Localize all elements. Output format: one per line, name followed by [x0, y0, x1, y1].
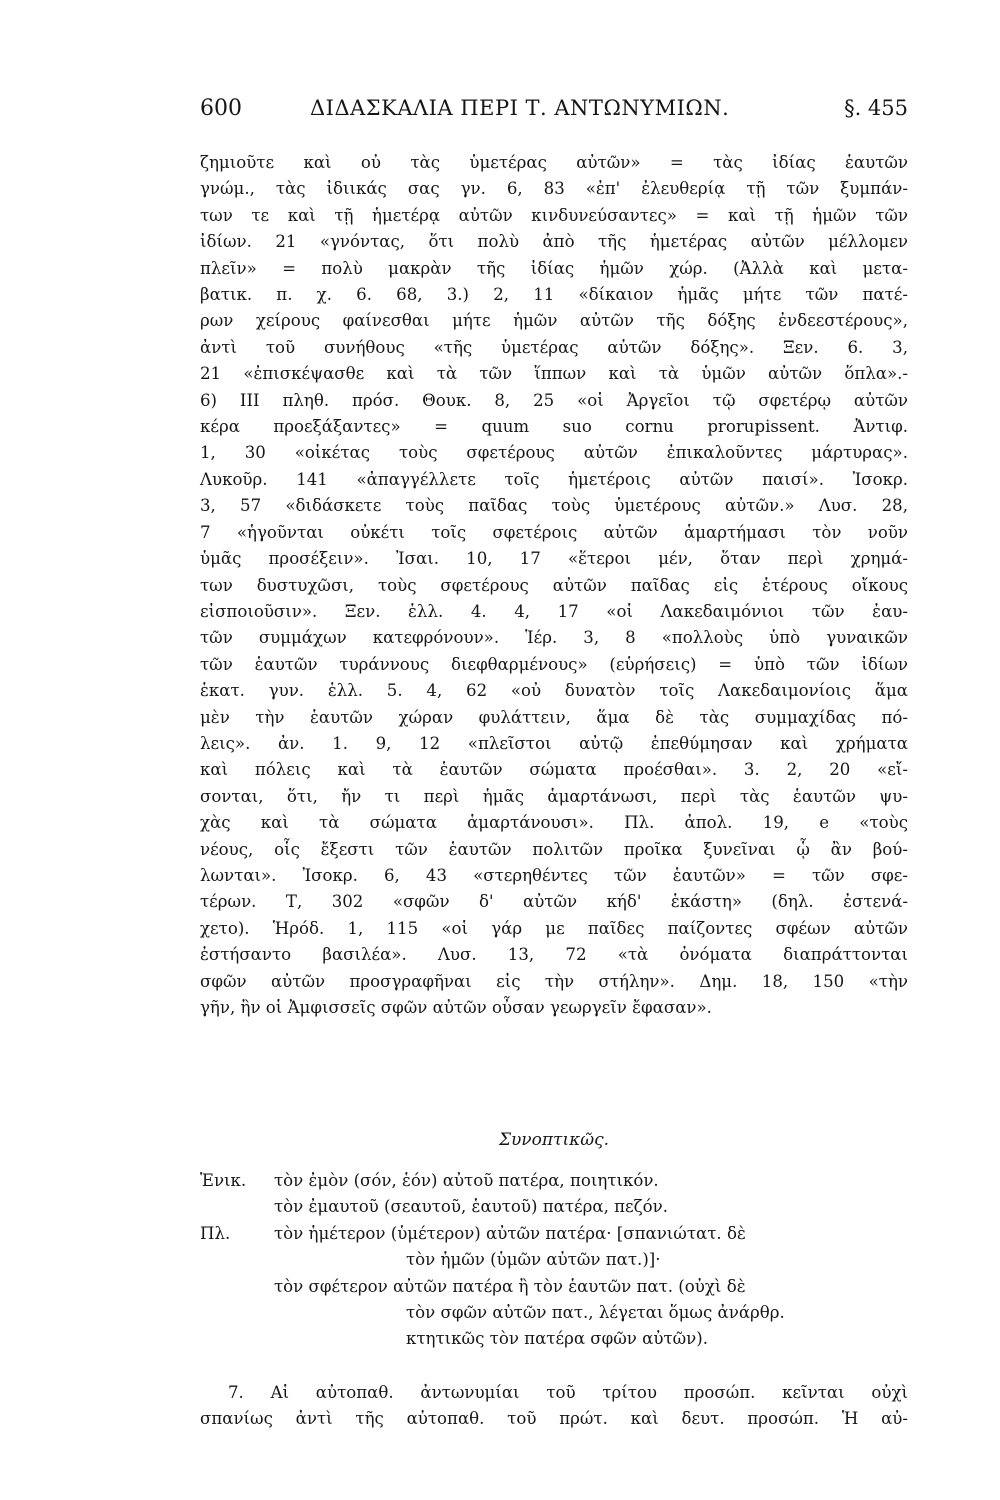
running-title: ΔΙΔΑΣΚΑΛΙΑ ΠΕΡΙ Τ. ΑΝΤΩΝΥΜΙΩΝ.: [310, 96, 730, 120]
text-line: χὰς καὶ τὰ σώματα ἁμαρτάνουσι». Πλ. ἀπολ. 19, e «τοὺς: [200, 813, 908, 833]
text-line: κέρα προεξάξαντες» = quum suo cornu prorupissent. Ἀντιφ.: [200, 417, 908, 437]
text-line: πλεῖν» = πολὺ μακρὰν τῆς ἰδίας ἡμῶν χώρ. (Ἀλλὰ καὶ μετα-: [200, 258, 908, 278]
text-line: Λυκοῦρ. 141 «ἀπαγγέλλετε τοῖς ἡμετέροις αὐτῶν παισί». Ἰσοκρ.: [200, 469, 908, 489]
text-line: ζημιοῦτε καὶ οὐ τὰς ὑμετέρας αὐτῶν» = τὰς ἰδίας ἑαυτῶν: [200, 153, 908, 172]
text-line: ἰδίων. 21 «γνόντας, ὅτι πολὺ ἀπὸ τῆς ἡμετέρας αὐτῶν μέλλομεν: [200, 232, 908, 252]
text-line: εἰσποιοῦσιν». Ξεν. ἑλλ. 4. 4, 17 «οἱ Λακεδαιμόνιοι τῶν ἑαυ-: [200, 601, 908, 621]
summary-row: [200, 1194, 908, 1220]
text-line: βατικ. π. χ. 6. 68, 3.) 2, 11 «δίκαιον ἡμᾶς μήτε τῶν πατέ-: [200, 285, 908, 305]
summary-text: τὸν σφέτερον αὐτῶν πατέρα ἢ τὸν ἑαυτῶν πατ. (οὐχὶ δὲ: [274, 1276, 746, 1296]
summary-text: τὸν σφῶν αὐτῶν πατ., λέγεται ὅμως ἀνάρθρ.: [406, 1302, 785, 1322]
text-line: 1, 30 «οἰκέτας τοὺς σφετέρους αὐτῶν ἐπικαλοῦντες μάρτυρας».: [200, 443, 908, 463]
summary-label: Ἑνικ.: [200, 1171, 247, 1190]
summary-row: [200, 1300, 908, 1326]
text-line: 6) III πληθ. πρόσ. Θουκ. 8, 25 «οἱ Ἀργεῖοι τῷ σφετέρῳ αὐτῶν: [200, 390, 908, 410]
text-line: μὲν τὴν ἑαυτῶν χώραν φυλάττειν, ἅμα δὲ τὰς συμμαχίδας πό-: [200, 707, 908, 727]
text-line: ρων χείρους φαίνεσθαι μήτε ἡμῶν αὐτῶν τῆς δόξης ἐνδεεστέρους»,: [200, 311, 908, 331]
text-line: λεις». ἀν. 1. 9, 12 «πλεῖστοι αὐτῷ ἐπεθύμησαν καὶ χρήματα: [200, 733, 908, 753]
summary-text: τὸν ἐμὸν (σόν, ἑόν) αὐτοῦ πατέρα, ποιητικόν.: [274, 1171, 659, 1190]
text-line: 21 «ἐπισκέψασθε καὶ τὰ τῶν ἵππων καὶ τὰ ὑμῶν αὐτῶν ὅπλα».-: [200, 364, 908, 384]
summary-row: [200, 1247, 908, 1273]
text-line: σονται, ὅτι, ἤν τι περὶ ἡμᾶς ἁμαρτάνωσι, περὶ τὰς ἑαυτῶν ψυ-: [200, 786, 908, 806]
summary-text: κτητικῶς τὸν πατέρα σφῶν αὐτῶν).: [406, 1329, 708, 1349]
text-line: των τε καὶ τῇ ἡμετέρᾳ αὐτῶν κινδυνεύσαντες» = καὶ τῇ ἡμῶν τῶν: [200, 205, 908, 225]
text-line: λωνται». Ἰσοκρ. 6, 43 «στερηθέντες τῶν ἑαυτῶν» = τῶν σφε-: [200, 865, 908, 885]
text-line: ἀντὶ τοῦ συνήθους «τῆς ὑμετέρας αὐτῶν δόξης». Ξεν. 6. 3,: [200, 337, 908, 357]
page-number: 600: [200, 96, 242, 121]
text-line: 7. Αἱ αὐτοπαθ. ἀντωνυμίαι τοῦ τρίτου προσώπ. κεῖνται οὐχὶ: [228, 1383, 908, 1402]
text-line: γνώμ., τὰς ἰδιικάς σας γν. 6, 83 «ἐπ' ἐλευθερίᾳ τῇ τῶν ξυμπάν-: [200, 179, 908, 199]
text-line: 3, 57 «διδάσκετε τοὺς παῖδας τοὺς ὑμετέρους αὐτῶν.» Λυσ. 28,: [200, 496, 908, 516]
summary-text: τὸν ἡμῶν (ὑμῶν αὐτῶν πατ.)]·: [406, 1250, 661, 1270]
text-line: τῶν συμμάχων κατεφρόνουν». Ἱέρ. 3, 8 «πολλοὺς ὑπὸ γυναικῶν: [200, 628, 908, 648]
text-line: τῶν ἑαυτῶν τυράννους διεφθαρμένους» (εὑρήσεις) = ὑπὸ τῶν ἰδίων: [200, 654, 908, 674]
text-line: νέους, οἷς ἔξεστι τῶν ἑαυτῶν πολιτῶν προῖκα ξυνεῖναι ᾧ ἂν βού-: [200, 839, 908, 859]
text-line: ἑκατ. γυν. ἑλλ. 5. 4, 62 «οὐ δυνατὸν τοῖς Λακεδαιμονίοις ἅμα: [200, 681, 908, 701]
text-line: γῆν, ἣν οἱ Ἀμφισσεῖς σφῶν αὐτῶν οὖσαν γεωργεῖν ἔφασαν».: [200, 998, 712, 1017]
body-text: [200, 150, 908, 1021]
text-line: ὑμᾶς προσέξειν». Ἰσαι. 10, 17 «ἕτεροι μέν, ὅταν περὶ χρημά-: [200, 549, 908, 569]
text-line: σφῶν αὐτῶν προσγραφῆναι εἰς τὴν στήλην». Δημ. 18, 150 «τὴν: [200, 971, 908, 991]
summary-text: τὸν ἡμέτερον (ὑμέτερον) αὐτῶν πατέρα· [σπανιώτατ. δὲ: [274, 1223, 746, 1243]
summary-row: [200, 1274, 908, 1300]
text-line: σπανίως ἀντὶ τῆς αὐτοπαθ. τοῦ πρώτ. καὶ δευτ. προσώπ. Ἡ αὐ-: [200, 1409, 908, 1429]
text-line: καὶ πόλεις καὶ τὰ ἑαυτῶν σώματα προέσθαι». 3. 2, 20 «εἴ-: [200, 760, 908, 780]
section-number: §. 455: [844, 96, 908, 120]
text-line: 7 «ἡγοῦνται οὐκέτι τοῖς σφετέροις αὐτῶν ἁμαρτήμασι τὸν νοῦν: [200, 522, 908, 542]
text-line: χετο). Ἡρόδ. 1, 115 «οἱ γάρ με παῖδες παίζοντες σφέων αὐτῶν: [200, 918, 908, 938]
text-line: τέρων. Τ, 302 «σφῶν δ' αὐτῶν κήδ' ἑκάστη» (δηλ. ἐστενά-: [200, 892, 908, 912]
summary-text: τὸν ἐμαυτοῦ (σεαυτοῦ, ἑαυτοῦ) πατέρα, πεζόν.: [274, 1197, 668, 1217]
summary-row: [200, 1168, 908, 1194]
page-header: [200, 96, 908, 136]
summary-heading: Συνοπτικῶς.: [498, 1130, 610, 1150]
summary-table: [200, 1168, 908, 1353]
summary-label: Πλ.: [200, 1223, 231, 1243]
paragraph-7: [200, 1380, 908, 1433]
text-line: των δυστυχῶσι, τοὺς σφετέρους αὐτῶν παῖδας εἰς ἑτέρους οἴκους: [200, 575, 908, 595]
summary-row: [200, 1221, 908, 1247]
text-line: ἐστήσαντο βασιλέα». Λυσ. 13, 72 «τὰ ὀνόματα διαπράττονται: [200, 945, 908, 965]
summary-row: [200, 1326, 908, 1352]
